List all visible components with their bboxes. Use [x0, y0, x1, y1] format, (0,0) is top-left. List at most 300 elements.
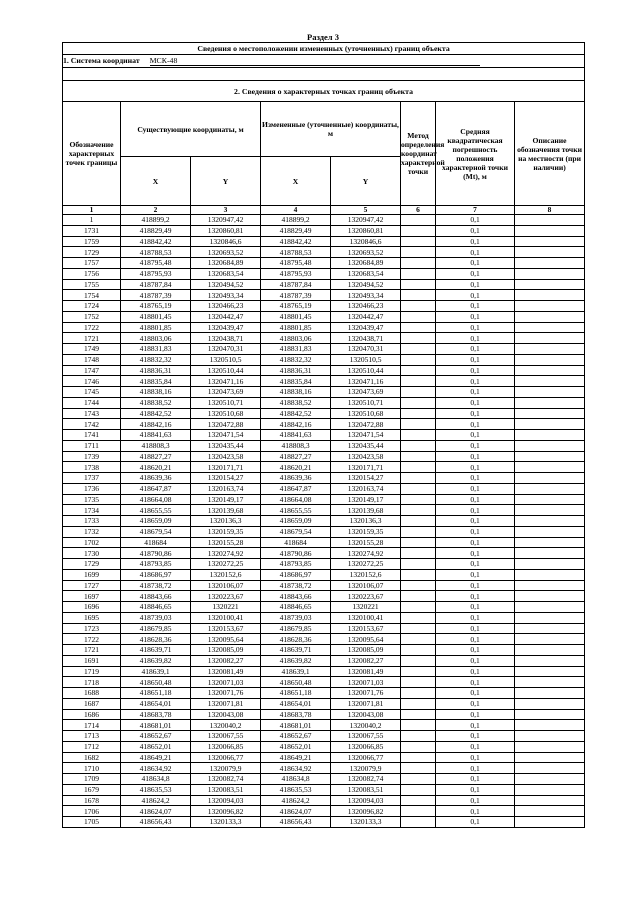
- table-row: [63, 526, 585, 537]
- column-number: 1: [63, 206, 121, 215]
- accuracy-cell: 0,1: [436, 731, 515, 742]
- accuracy-cell: 0,1: [436, 774, 515, 785]
- method-cell: [401, 483, 436, 494]
- accuracy-cell: 0,1: [436, 580, 515, 591]
- description-cell: [515, 451, 585, 462]
- existing-x-cell: 418739,03: [121, 612, 191, 623]
- changed-y-cell: 1320683,54: [331, 268, 401, 279]
- accuracy-cell: 0,1: [436, 612, 515, 623]
- accuracy-cell: 0,1: [436, 720, 515, 731]
- existing-x-cell: 418803,06: [121, 333, 191, 344]
- accuracy-cell: 0,1: [436, 666, 515, 677]
- point-number-cell: 1706: [63, 806, 121, 817]
- accuracy-cell: 0,1: [436, 634, 515, 645]
- existing-x-cell: 418842,16: [121, 419, 191, 430]
- points-table-body: [63, 215, 585, 828]
- changed-x-cell: 418649,21: [261, 752, 331, 763]
- point-number-cell: 1724: [63, 301, 121, 312]
- existing-x-cell: 418624,2: [121, 795, 191, 806]
- method-cell: [401, 344, 436, 355]
- existing-x-cell: 418836,31: [121, 365, 191, 376]
- description-cell: [515, 741, 585, 752]
- table-row: [63, 580, 585, 591]
- existing-y-cell: 1320510,68: [191, 408, 261, 419]
- table-row: [63, 516, 585, 527]
- method-cell: [401, 247, 436, 258]
- accuracy-cell: 0,1: [436, 408, 515, 419]
- table-row: [63, 591, 585, 602]
- description-cell: [515, 774, 585, 785]
- accuracy-cell: 0,1: [436, 311, 515, 322]
- point-number-cell: 1697: [63, 591, 121, 602]
- method-cell: [401, 806, 436, 817]
- changed-y-cell: 1320466,23: [331, 301, 401, 312]
- description-cell: [515, 301, 585, 312]
- description-cell: [515, 333, 585, 344]
- accuracy-cell: 0,1: [436, 290, 515, 301]
- description-cell: [515, 279, 585, 290]
- existing-y-cell: 1320471,16: [191, 376, 261, 387]
- changed-x-cell: 418655,55: [261, 505, 331, 516]
- table-row: [63, 322, 585, 333]
- table-row: [63, 462, 585, 473]
- table-row: [63, 774, 585, 785]
- description-cell: [515, 795, 585, 806]
- changed-x-cell: 418639,82: [261, 655, 331, 666]
- existing-y-cell: 1320423,58: [191, 451, 261, 462]
- description-cell: [515, 602, 585, 613]
- description-cell: [515, 634, 585, 645]
- changed-x-cell: 418795,93: [261, 268, 331, 279]
- table-row: [63, 225, 585, 236]
- description-cell: [515, 376, 585, 387]
- description-cell: [515, 365, 585, 376]
- method-cell: [401, 408, 436, 419]
- point-number-cell: 1719: [63, 666, 121, 677]
- existing-x-cell: 418787,84: [121, 279, 191, 290]
- accuracy-cell: 0,1: [436, 548, 515, 559]
- table-row: [63, 731, 585, 742]
- changed-x-cell: 418795,48: [261, 258, 331, 269]
- changed-y-cell: 1320082,74: [331, 774, 401, 785]
- changed-y-cell: 1320442,47: [331, 311, 401, 322]
- changed-x-cell: 418686,97: [261, 569, 331, 580]
- description-cell: [515, 516, 585, 527]
- changed-y-cell: 1320136,3: [331, 516, 401, 527]
- existing-x-cell: 418628,36: [121, 634, 191, 645]
- changed-x-cell: 418790,86: [261, 548, 331, 559]
- point-number-cell: 1731: [63, 225, 121, 236]
- method-cell: [401, 677, 436, 688]
- accuracy-cell: 0,1: [436, 419, 515, 430]
- existing-y-cell: 1320493,34: [191, 290, 261, 301]
- description-cell: [515, 505, 585, 516]
- point-number-cell: 1702: [63, 537, 121, 548]
- accuracy-cell: 0,1: [436, 655, 515, 666]
- point-number-cell: 1714: [63, 720, 121, 731]
- method-cell: [401, 268, 436, 279]
- existing-y-cell: 1320274,92: [191, 548, 261, 559]
- description-cell: [515, 344, 585, 355]
- table-row: [63, 387, 585, 398]
- method-cell: [401, 419, 436, 430]
- method-cell: [401, 548, 436, 559]
- existing-x-cell: 418831,83: [121, 344, 191, 355]
- point-number-cell: 1741: [63, 430, 121, 441]
- description-cell: [515, 215, 585, 226]
- description-cell: [515, 698, 585, 709]
- changed-y-cell: 1320470,31: [331, 344, 401, 355]
- document-sheet: [62, 32, 584, 828]
- header-changed-coords: Измененные (уточненные) координаты, м: [261, 102, 401, 157]
- table-row: [63, 483, 585, 494]
- existing-x-cell: 418838,52: [121, 397, 191, 408]
- description-cell: [515, 483, 585, 494]
- accuracy-cell: 0,1: [436, 516, 515, 527]
- point-number-cell: 1752: [63, 311, 121, 322]
- accuracy-cell: 0,1: [436, 333, 515, 344]
- method-cell: [401, 215, 436, 226]
- description-cell: [515, 408, 585, 419]
- method-cell: [401, 258, 436, 269]
- existing-x-cell: 418801,45: [121, 311, 191, 322]
- header-point-designation: Обозначение характерных точек границы: [63, 102, 121, 206]
- accuracy-cell: 0,1: [436, 526, 515, 537]
- accuracy-cell: 0,1: [436, 784, 515, 795]
- point-number-cell: 1686: [63, 709, 121, 720]
- existing-y-cell: 1320066,77: [191, 752, 261, 763]
- method-cell: [401, 774, 436, 785]
- table-row: [63, 537, 585, 548]
- header-changed-x: X: [261, 157, 331, 206]
- existing-x-cell: 418655,55: [121, 505, 191, 516]
- point-number-cell: 1711: [63, 440, 121, 451]
- method-cell: [401, 473, 436, 484]
- description-cell: [515, 752, 585, 763]
- existing-y-cell: 1320159,35: [191, 526, 261, 537]
- existing-x-cell: 418679,54: [121, 526, 191, 537]
- description-cell: [515, 677, 585, 688]
- changed-x-cell: 418634,92: [261, 763, 331, 774]
- accuracy-cell: 0,1: [436, 494, 515, 505]
- existing-y-cell: 1320472,88: [191, 419, 261, 430]
- point-number-cell: 1709: [63, 774, 121, 785]
- column-number: 8: [515, 206, 585, 215]
- changed-x-cell: 418652,01: [261, 741, 331, 752]
- changed-y-cell: 1320860,81: [331, 225, 401, 236]
- changed-x-cell: 418639,1: [261, 666, 331, 677]
- accuracy-cell: 0,1: [436, 817, 515, 828]
- point-number-cell: 1737: [63, 473, 121, 484]
- header-method: Метод определения координат характерной точки: [401, 102, 436, 206]
- existing-y-cell: 1320471,54: [191, 430, 261, 441]
- description-cell: [515, 268, 585, 279]
- existing-x-cell: 418829,49: [121, 225, 191, 236]
- existing-y-cell: 1320155,28: [191, 537, 261, 548]
- existing-x-cell: 418681,01: [121, 720, 191, 731]
- description-cell: [515, 258, 585, 269]
- changed-x-cell: 418664,08: [261, 494, 331, 505]
- table-row: [63, 397, 585, 408]
- changed-x-cell: 418835,84: [261, 376, 331, 387]
- point-number-cell: 1691: [63, 655, 121, 666]
- existing-x-cell: 418679,85: [121, 623, 191, 634]
- table-row: [63, 301, 585, 312]
- existing-x-cell: 418832,32: [121, 354, 191, 365]
- table-row: [63, 473, 585, 484]
- description-cell: [515, 666, 585, 677]
- existing-x-cell: 418787,39: [121, 290, 191, 301]
- changed-y-cell: 1320040,2: [331, 720, 401, 731]
- point-number-cell: 1742: [63, 419, 121, 430]
- changed-x-cell: 418656,43: [261, 817, 331, 828]
- point-number-cell: 1743: [63, 408, 121, 419]
- table-row: [63, 505, 585, 516]
- existing-y-cell: 1320221: [191, 602, 261, 613]
- point-number-cell: 1705: [63, 817, 121, 828]
- table-row: [63, 279, 585, 290]
- changed-y-cell: 1320510,44: [331, 365, 401, 376]
- accuracy-cell: 0,1: [436, 677, 515, 688]
- description-cell: [515, 430, 585, 441]
- changed-y-cell: 1320149,17: [331, 494, 401, 505]
- accuracy-cell: 0,1: [436, 397, 515, 408]
- existing-y-cell: 1320272,25: [191, 559, 261, 570]
- header-accuracy: Средняя квадратическая погрешность положения характерной точки (Mt), м: [436, 102, 515, 206]
- changed-x-cell: 418647,87: [261, 483, 331, 494]
- accuracy-cell: 0,1: [436, 268, 515, 279]
- changed-x-cell: 418801,45: [261, 311, 331, 322]
- point-number-cell: 1713: [63, 731, 121, 742]
- coord-system-row: [63, 55, 585, 68]
- table-row: [63, 548, 585, 559]
- existing-y-cell: 1320096,82: [191, 806, 261, 817]
- existing-x-cell: 418795,93: [121, 268, 191, 279]
- point-number-cell: 1695: [63, 612, 121, 623]
- point-number-cell: 1736: [63, 483, 121, 494]
- existing-x-cell: 418650,48: [121, 677, 191, 688]
- existing-y-cell: 1320085,09: [191, 645, 261, 656]
- point-number-cell: 1744: [63, 397, 121, 408]
- table-row: [63, 569, 585, 580]
- point-number-cell: 1747: [63, 365, 121, 376]
- existing-x-cell: 418827,27: [121, 451, 191, 462]
- accuracy-cell: 0,1: [436, 795, 515, 806]
- changed-y-cell: 1320171,71: [331, 462, 401, 473]
- section-title: Раздел 3: [307, 32, 339, 42]
- coord-system-label: 1. Система координат: [63, 56, 140, 65]
- accuracy-cell: 0,1: [436, 483, 515, 494]
- existing-x-cell: 418788,53: [121, 247, 191, 258]
- table-row: [63, 817, 585, 828]
- changed-x-cell: 418683,78: [261, 709, 331, 720]
- changed-x-cell: 418827,27: [261, 451, 331, 462]
- changed-x-cell: 418654,01: [261, 698, 331, 709]
- method-cell: [401, 365, 436, 376]
- existing-x-cell: 418841,63: [121, 430, 191, 441]
- accuracy-cell: 0,1: [436, 591, 515, 602]
- method-cell: [401, 462, 436, 473]
- table-row: [63, 236, 585, 247]
- column-number: 2: [121, 206, 191, 215]
- method-cell: [401, 516, 436, 527]
- table-row: [63, 612, 585, 623]
- point-number-cell: 1729: [63, 559, 121, 570]
- existing-y-cell: 1320100,41: [191, 612, 261, 623]
- table-row: [63, 408, 585, 419]
- accuracy-cell: 0,1: [436, 279, 515, 290]
- table-row: [63, 344, 585, 355]
- spacer-row: [63, 68, 585, 81]
- table-row: [63, 215, 585, 226]
- point-number-cell: 1759: [63, 236, 121, 247]
- point-number-cell: 1688: [63, 688, 121, 699]
- changed-y-cell: 1320133,3: [331, 817, 401, 828]
- changed-y-cell: 1320472,88: [331, 419, 401, 430]
- existing-y-cell: 1320510,71: [191, 397, 261, 408]
- point-number-cell: 1748: [63, 354, 121, 365]
- description-cell: [515, 247, 585, 258]
- changed-y-cell: 1320079,9: [331, 763, 401, 774]
- method-cell: [401, 731, 436, 742]
- existing-y-cell: 1320081,49: [191, 666, 261, 677]
- accuracy-cell: 0,1: [436, 462, 515, 473]
- point-number-cell: 1721: [63, 645, 121, 656]
- table-row: [63, 709, 585, 720]
- method-cell: [401, 451, 436, 462]
- column-number: 4: [261, 206, 331, 215]
- accuracy-cell: 0,1: [436, 473, 515, 484]
- method-cell: [401, 376, 436, 387]
- table-row: [63, 440, 585, 451]
- description-cell: [515, 537, 585, 548]
- point-number-cell: 1749: [63, 344, 121, 355]
- description-cell: [515, 548, 585, 559]
- changed-x-cell: 418803,06: [261, 333, 331, 344]
- point-number-cell: 1730: [63, 548, 121, 559]
- column-number-row: [63, 206, 585, 215]
- description-cell: [515, 720, 585, 731]
- changed-x-cell: 418808,3: [261, 440, 331, 451]
- table-row: [63, 494, 585, 505]
- existing-x-cell: 418639,82: [121, 655, 191, 666]
- table-row: [63, 763, 585, 774]
- changed-y-cell: 1320221: [331, 602, 401, 613]
- existing-y-cell: 1320071,81: [191, 698, 261, 709]
- changed-x-cell: 418793,85: [261, 559, 331, 570]
- description-cell: [515, 494, 585, 505]
- table-row: [63, 290, 585, 301]
- existing-y-cell: 1320071,76: [191, 688, 261, 699]
- point-number-cell: 1699: [63, 569, 121, 580]
- accuracy-cell: 0,1: [436, 430, 515, 441]
- changed-x-cell: 418846,65: [261, 602, 331, 613]
- table-row: [63, 333, 585, 344]
- changed-y-cell: 1320684,89: [331, 258, 401, 269]
- method-cell: [401, 688, 436, 699]
- existing-y-cell: 1320163,74: [191, 483, 261, 494]
- existing-y-cell: 1320442,47: [191, 311, 261, 322]
- method-cell: [401, 698, 436, 709]
- accuracy-cell: 0,1: [436, 645, 515, 656]
- method-cell: [401, 494, 436, 505]
- existing-y-cell: 1320171,71: [191, 462, 261, 473]
- existing-y-cell: 1320067,55: [191, 731, 261, 742]
- accuracy-cell: 0,1: [436, 301, 515, 312]
- method-cell: [401, 602, 436, 613]
- existing-y-cell: 1320043,08: [191, 709, 261, 720]
- table-row: [63, 602, 585, 613]
- method-cell: [401, 580, 436, 591]
- existing-x-cell: 418639,36: [121, 473, 191, 484]
- column-number: 7: [436, 206, 515, 215]
- description-cell: [515, 569, 585, 580]
- description-cell: [515, 354, 585, 365]
- existing-x-cell: 418656,43: [121, 817, 191, 828]
- point-number-cell: 1710: [63, 763, 121, 774]
- changed-x-cell: 418684: [261, 537, 331, 548]
- existing-y-cell: 1320066,85: [191, 741, 261, 752]
- existing-x-cell: 418795,48: [121, 258, 191, 269]
- point-number-cell: 1754: [63, 290, 121, 301]
- point-number-cell: 1723: [63, 623, 121, 634]
- changed-x-cell: 418831,83: [261, 344, 331, 355]
- changed-y-cell: 1320159,35: [331, 526, 401, 537]
- description-cell: [515, 645, 585, 656]
- accuracy-cell: 0,1: [436, 322, 515, 333]
- changed-y-cell: 1320223,67: [331, 591, 401, 602]
- description-cell: [515, 290, 585, 301]
- changed-y-cell: 1320493,34: [331, 290, 401, 301]
- existing-y-cell: 1320683,54: [191, 268, 261, 279]
- method-cell: [401, 430, 436, 441]
- table-row: [63, 784, 585, 795]
- existing-y-cell: 1320082,27: [191, 655, 261, 666]
- existing-x-cell: 418647,87: [121, 483, 191, 494]
- changed-x-cell: 418634,8: [261, 774, 331, 785]
- changed-y-cell: 1320154,27: [331, 473, 401, 484]
- description-cell: [515, 688, 585, 699]
- accuracy-cell: 0,1: [436, 376, 515, 387]
- changed-x-cell: 418836,31: [261, 365, 331, 376]
- method-cell: [401, 720, 436, 731]
- changed-x-cell: 418681,01: [261, 720, 331, 731]
- point-number-cell: 1: [63, 215, 121, 226]
- accuracy-cell: 0,1: [436, 247, 515, 258]
- existing-y-cell: 1320860,81: [191, 225, 261, 236]
- point-number-cell: 1687: [63, 698, 121, 709]
- method-cell: [401, 559, 436, 570]
- method-cell: [401, 741, 436, 752]
- table-row: [63, 430, 585, 441]
- accuracy-cell: 0,1: [436, 451, 515, 462]
- changed-y-cell: 1320163,74: [331, 483, 401, 494]
- changed-x-cell: 418624,2: [261, 795, 331, 806]
- changed-x-cell: 418842,16: [261, 419, 331, 430]
- table-row: [63, 451, 585, 462]
- point-number-cell: 1745: [63, 387, 121, 398]
- changed-y-cell: 1320423,58: [331, 451, 401, 462]
- changed-x-cell: 418838,16: [261, 387, 331, 398]
- description-cell: [515, 709, 585, 720]
- existing-x-cell: 418649,21: [121, 752, 191, 763]
- changed-y-cell: 1320082,27: [331, 655, 401, 666]
- existing-x-cell: 418639,71: [121, 645, 191, 656]
- existing-x-cell: 418664,08: [121, 494, 191, 505]
- accuracy-cell: 0,1: [436, 236, 515, 247]
- column-number: 6: [401, 206, 436, 215]
- existing-x-cell: 418838,16: [121, 387, 191, 398]
